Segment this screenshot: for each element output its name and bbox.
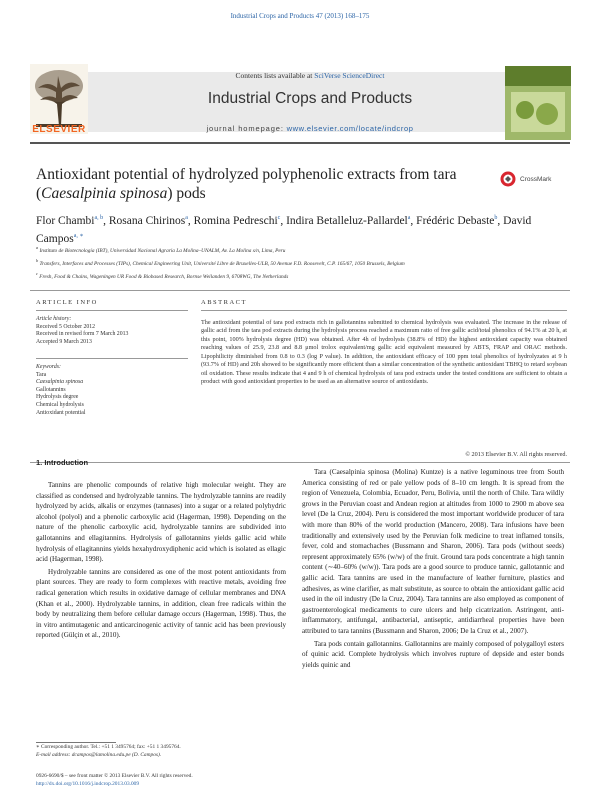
article-info-rule	[36, 310, 188, 311]
contents-prefix: Contents lists available at	[235, 71, 313, 80]
affiliation: $^c$ Fresh, Food & Chains, Wageningen UR Food & Biobased Research, Bornse Weilanden 9, 6708WG, The Netherlands	[36, 270, 289, 280]
author[interactable]: Rosana Chirinos$^a$	[108, 214, 188, 227]
introduction-heading: 1. Introduction	[36, 458, 89, 467]
history-entry: Accepted 9 March 2013	[36, 338, 92, 345]
title-part-1: Antioxidant potential of hydrolyzed polyphenolic extracts from tara (	[36, 166, 457, 202]
paragraph: Tara pods contain gallotannins. Gallotannins are mainly composed of polygalloyl esters of quinic acid. Complete hydrolysis which involves rupture of depside and ester bonds yields quinic and	[302, 639, 564, 669]
corresponding-author-note: ∗ Corresponding author. Tel.: +51 1 3495764; fax: +51 1 3495764.	[36, 744, 181, 750]
paragraph: Hydrolyzable tannins are considered as one of the most potent antioxidants from plant sources. They are ready to form complexes with reactive metals, avoiding free radical generation which results in oxidative damage of cellular membranes and DNA (Khan et al., 2000). Hydrolyzable tannins, in addition, clean free radicals within the body by neutralizing them before cellular damage occurs (Hagerman, 1998). Thus, the in vitro antimutagenic and anticarcinogenic activity of tannic acid has been previously reported (Gülçin et al., 2010).	[36, 567, 286, 640]
copyright-line: © 2013 Elsevier B.V. All rights reserved.	[465, 451, 567, 458]
history-label: Article history:	[36, 316, 72, 322]
author[interactable]: Romina Pedreschi$^c$	[193, 214, 281, 227]
email-note[interactable]: E-mail address: dcampos@lamolina.edu.pe (D. Campos).	[36, 752, 162, 758]
journal-reference[interactable]: Industrial Crops and Products 47 (2013) 168–175	[230, 12, 370, 20]
keyword: Caesalpinia spinosa	[36, 379, 84, 386]
affiliation-rule	[30, 290, 570, 291]
contents-line	[160, 71, 460, 80]
paragraph: Tannins are phenolic compounds of relative high molecular weight. They are classified as condensed and hydrolyzable tannins. The hydrolyzable tannins are readily hydrolyzed by acids, alkalis or enzymes (tannases) into a sugar or a related polyhydric alcohol (polyol) and a phenolic carboxylic acid (Hagerman, 1998). Depending on the nature of the phenolic carboxylic acid, hydrolyzable tannins are subdivided into gallotannins and ellagitannins. Hydrolysis of gallotannins yields gallic acid while hydrolysis of ellagitannins yields hexahydroxydiphenic acid which is isolated as ellagic acid (Hagerman, 1998).	[36, 481, 286, 564]
author-list: Flor Chambi$^{a, b}$, Rosana Chirinos$^a$, Romina Pedreschi$^c$, Indira Betalleluz-Pallardel$^a$, Frédéric Debaste$^b$, David Campos$^{a, ∗}$	[36, 214, 532, 245]
author[interactable]: Indira Betalleluz-Pallardel$^a$	[286, 214, 411, 227]
body-column-right	[302, 467, 564, 672]
elsevier-wordmark: ELSEVIER	[32, 124, 86, 135]
homepage-link[interactable]: www.elsevier.com/locate/indcrop	[286, 124, 414, 133]
journal-title: Industrial Crops and Products	[207, 90, 413, 107]
article-identifiers	[36, 772, 336, 788]
abstract-rule	[201, 310, 567, 311]
journal-cover-thumbnail[interactable]	[505, 66, 571, 140]
keyword: Antioxidant potential	[36, 409, 86, 416]
homepage-label: journal homepage:	[206, 124, 284, 133]
affiliation: $^a$ Instituto de Biotecnología (IBT), Universidad Nacional Agraria La Molina–UNALM, Av. La Molina s/n, Lima, Peru	[36, 245, 286, 254]
history-entry: Received 5 October 2012	[36, 323, 96, 330]
history-entry: Received in revised form 7 March 2013	[36, 331, 129, 338]
keywords-label: Keywords:	[36, 364, 61, 370]
keyword: Gallotannins	[36, 386, 66, 393]
keyword: Hydrolysis degree	[36, 394, 79, 401]
body-column-left	[36, 480, 286, 643]
abstract-text: The antioxidant potential of tara pod extracts rich in gallotannins submitted to chemical hydrolysis was evaluated. The increase in the release of gallic acid from the tara pod extracts during the hydrolysis process reached a maximum ratio of free gallic acid/total phenolics of 94.1% at 20 h, at this point, 100% hydrolysis degree (HD) was obtained. After 4h of hydrolysis (38.8% of HD) the highest antioxidant capacity was obtained reaching values of 25.9, 23.8 and 8.8 μmol trolox equivalent/mg gallic acid equivalent measured by ABTS, FRAP and ORAC methods. Lipophilicity diminished from 0.8 to 0.3 (log P value). In addition, the antioxidant efficacy of 100 ppm total phenolics of hydrolyzates at 9 h (93.7% of HD) and 20h showed to be significantly more efficient than a similar concentration of the synthetic antioxidant TBHQ to retard soybean oil oxidation. These results indicate that 4 and 9 h of chemical hydrolysis of tara pod extracts under the tested conditions are sufficient to obtain a product with good antioxidant properties to be used as an alternative source of antioxidants.	[201, 319, 567, 386]
article-info-heading: ARTICLE INFO	[36, 299, 98, 306]
author[interactable]: Flor Chambi$^{a, b}$	[36, 214, 104, 227]
footnotes	[36, 743, 296, 759]
header-rule	[30, 142, 570, 144]
issn-line: 0926-6690/$ – see front matter © 2013 Elsevier B.V. All rights reserved.	[36, 773, 193, 779]
abstract-heading: ABSTRACT	[201, 299, 247, 306]
abstract-bottom-rule	[30, 462, 570, 463]
title-part-2: ) pods	[167, 185, 206, 202]
crossmark-icon	[500, 171, 516, 187]
affiliations	[36, 243, 566, 281]
article-title	[36, 165, 476, 203]
crossmark-badge[interactable]	[500, 170, 560, 188]
keyword: Tara	[36, 371, 47, 378]
journal-homepage-line	[150, 124, 470, 133]
doi-link[interactable]: http://dx.doi.org/10.1016/j.indcrop.2013.03.009	[36, 781, 140, 787]
title-italic-species: Caesalpinia spinosa	[41, 185, 168, 202]
keywords	[36, 364, 191, 417]
keyword: Chemical hydrolysis	[36, 401, 84, 408]
keywords-rule	[36, 358, 188, 359]
affiliation: $^b$ Transfers, Interfaces and Processes (TIPs), Chemical Engineering Unit, Université Libre de Bruxelles-ULB, 50 Avenue F.D. Roosevelt, C.P. 165/67, 1050 Brussels, Belgium	[36, 257, 405, 267]
paragraph: Tara (Caesalpinia spinosa (Molina) Kuntze) is a native leguminous tree from South America consisting of red or pale yellow pods of 8–10 cm length. It is spread from the region of Venezuela, Colombia, Ecuador, Peru, Bolivia, until the north of Chile. Tara wildly grows in the Peruvian coast and Andean region at altitudes from 1000 to 2900 m above sea level (De la Cruz, 2004). Peru is considered the most important worldwide producer of tara with more than 80% of the world production (Mancero, 2008). Tara infusions have been traditionally and extensively used by the Peruvian folk medicine to treat inflamed tonsils, fever, cold and stomachaches (Bussmann and Sharon, 2006). Tara pods (without seeds) represent approximately 65% (w/w) of the fruit. Ground tara pods concentrate a high tannin content (∼40–60% (w/w)). Tara pods are a good source to produce tannic, gallotannic and gallic acid. Tara tannins are used in the manufacture of leather furniture, plastics and adhesives, as wine clarifier, as malt substitute, as source to obtain the antioxidant gallic acid used in the oil industry (De la Cruz, 2004). Tara tannins are also employed as component of gastroenterological medicaments to cure ulcers and help cicatrization. Astringent, anti-inflammatory, antifungal, antibacterial, antiseptic, antidiarrheal properties have been attributed to tara tannins (Bussmann and Sharon, 2006; De la Cruz et al., 2007).	[302, 468, 564, 635]
article-history	[36, 316, 191, 346]
author[interactable]: David Campos$^{a, ∗}$	[36, 214, 532, 245]
sciencedirect-link[interactable]: SciVerse ScienceDirect	[314, 71, 385, 80]
author[interactable]: Frédéric Debaste$^b$	[416, 214, 498, 227]
crossmark-label: CrossMark	[520, 175, 552, 183]
